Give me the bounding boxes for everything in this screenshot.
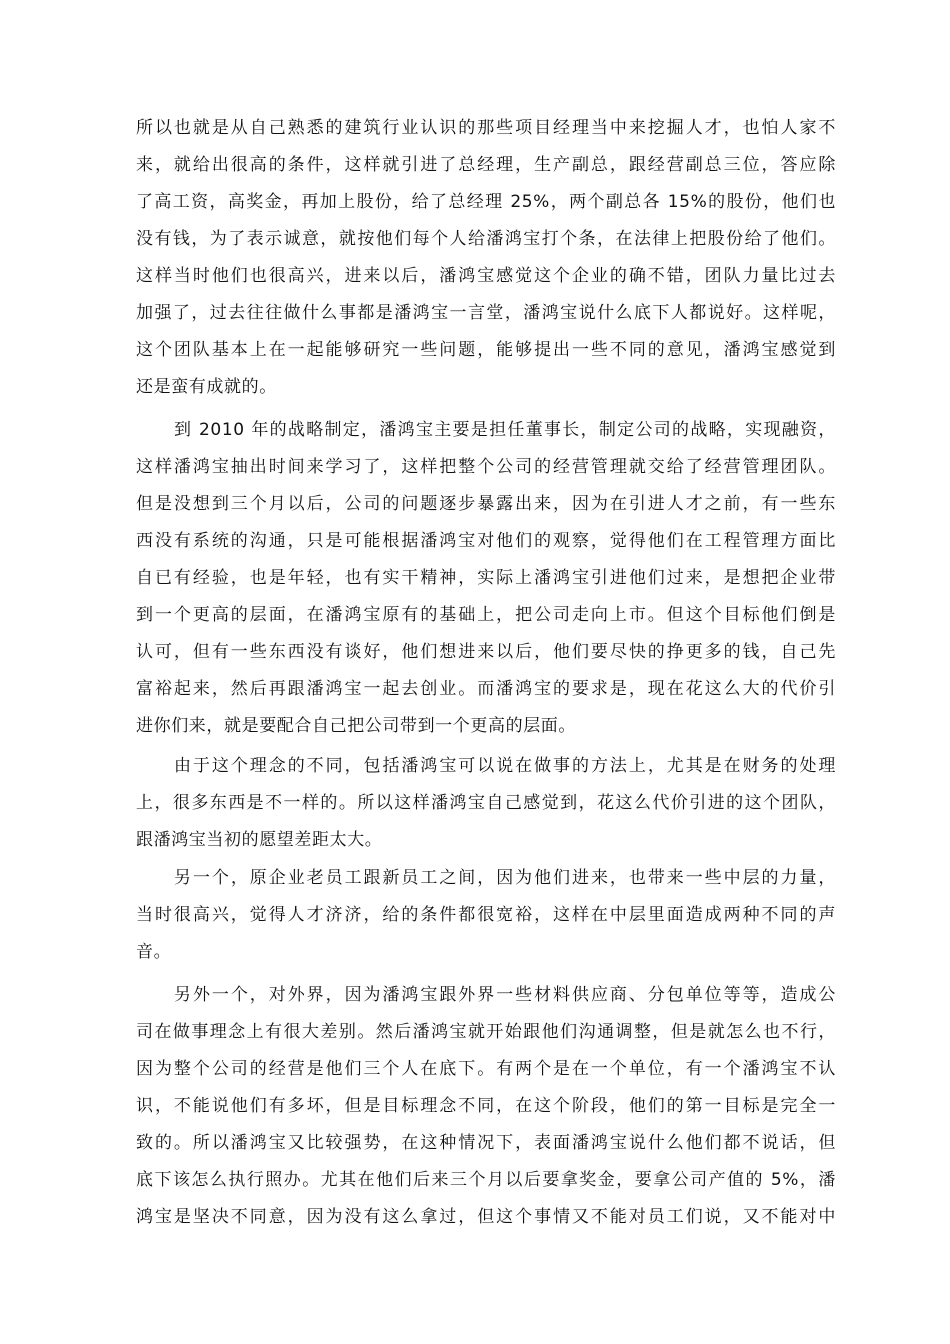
text-line-1: 所以也就是从自己熟悉的建筑行业认识的那些项目经理当中来挖掘人才，也怕人家不 bbox=[136, 118, 836, 138]
text-line-25: 司在做事理念上有很大差别。然后潘鸿宝就开始跟他们沟通调整，但是就怎么也不行， bbox=[136, 1022, 836, 1042]
text-line-24: 另外一个，对外界，因为潘鸿宝跟外界一些材料供应商、分包单位等等，造成公 bbox=[174, 985, 836, 1005]
text-line-21: 另一个，原企业老员工跟新员工之间，因为他们进来，也带来一些中层的力量， bbox=[174, 868, 836, 888]
text-line-27: 识，不能说他们有多坏，但是目标理念不同，在这个阶段，他们的第一目标是完全一 bbox=[136, 1096, 836, 1116]
text-line-5: 这样当时他们也很高兴，进来以后，潘鸿宝感觉这个企业的确不错，团队力量比过去 bbox=[136, 266, 836, 286]
text-line-3: 了高工资，高奖金，再加上股份，给了总经理 25%，两个副总各 15%的股份，他们也 bbox=[136, 192, 836, 212]
text-line-18: 由于这个理念的不同，包括潘鸿宝可以说在做事的方法上，尤其是在财务的处理 bbox=[174, 756, 836, 776]
text-line-17: 进你们来，就是要配合自己把公司带到一个更高的层面。 bbox=[136, 716, 576, 736]
text-line-9: 到 2010 年的战略制定，潘鸿宝主要是担任董事长，制定公司的战略，实现融资， bbox=[174, 420, 836, 440]
text-line-16: 富裕起来，然后再跟潘鸿宝一起去创业。而潘鸿宝的要求是，现在花这么大的代价引 bbox=[136, 679, 836, 699]
text-line-10: 这样潘鸿宝抽出时间来学习了，这样把整个公司的经营管理就交给了经营管理团队。 bbox=[136, 457, 836, 477]
text-line-30: 鸿宝是坚决不同意，因为没有这么拿过，但这个事情又不能对员工们说，又不能对中 bbox=[136, 1207, 836, 1227]
text-line-8: 还是蛮有成就的。 bbox=[136, 377, 277, 397]
text-line-13: 自已有经验，也是年轻，也有实干精神，实际上潘鸿宝引进他们过来，是想把企业带 bbox=[136, 568, 836, 588]
text-line-6: 加强了，过去往往做什么事都是潘鸿宝一言堂，潘鸿宝说什么底下人都说好。这样呢， bbox=[136, 303, 836, 323]
text-line-7: 这个团队基本上在一起能够研究一些问题，能够提出一些不同的意见，潘鸿宝感觉到 bbox=[136, 340, 836, 360]
text-line-15: 认可，但有一些东西没有谈好，他们想进来以后，他们要尽快的挣更多的钱，自己先 bbox=[136, 642, 836, 662]
text-line-2: 来，就给出很高的条件，这样就引进了总经理，生产副总，跟经营副总三位，答应除 bbox=[136, 155, 836, 175]
text-line-20: 跟潘鸿宝当初的愿望差距太大。 bbox=[136, 830, 383, 850]
text-line-19: 上，很多东西是不一样的。所以这样潘鸿宝自己感觉到，花这么代价引进的这个团队， bbox=[136, 793, 836, 813]
text-line-12: 西没有系统的沟通，只是可能根据潘鸿宝对他们的观察，觉得他们在工程管理方面比 bbox=[136, 531, 836, 551]
text-line-22: 当时很高兴，觉得人才济济，给的条件都很宽裕，这样在中层里面造成两种不同的声 bbox=[136, 905, 836, 925]
text-line-28: 致的。所以潘鸿宝又比较强势，在这种情况下，表面潘鸿宝说什么他们都不说话，但 bbox=[136, 1133, 836, 1153]
text-line-11: 但是没想到三个月以后，公司的问题逐步暴露出来，因为在引进人才之前，有一些东 bbox=[136, 494, 836, 514]
text-line-14: 到一个更高的层面，在潘鸿宝原有的基础上，把公司走向上市。但这个目标他们倒是 bbox=[136, 605, 836, 625]
text-line-4: 没有钱，为了表示诚意，就按他们每个人给潘鸿宝打个条，在法律上把股份给了他们。 bbox=[136, 229, 836, 249]
text-line-26: 因为整个公司的经营是他们三个人在底下。有两个是在一个单位，有一个潘鸿宝不认 bbox=[136, 1059, 836, 1079]
text-line-29: 底下该怎么执行照办。尤其在他们后来三个月以后要拿奖金，要拿公司产值的 5%，潘 bbox=[136, 1170, 836, 1190]
text-line-23: 音。 bbox=[136, 942, 172, 962]
